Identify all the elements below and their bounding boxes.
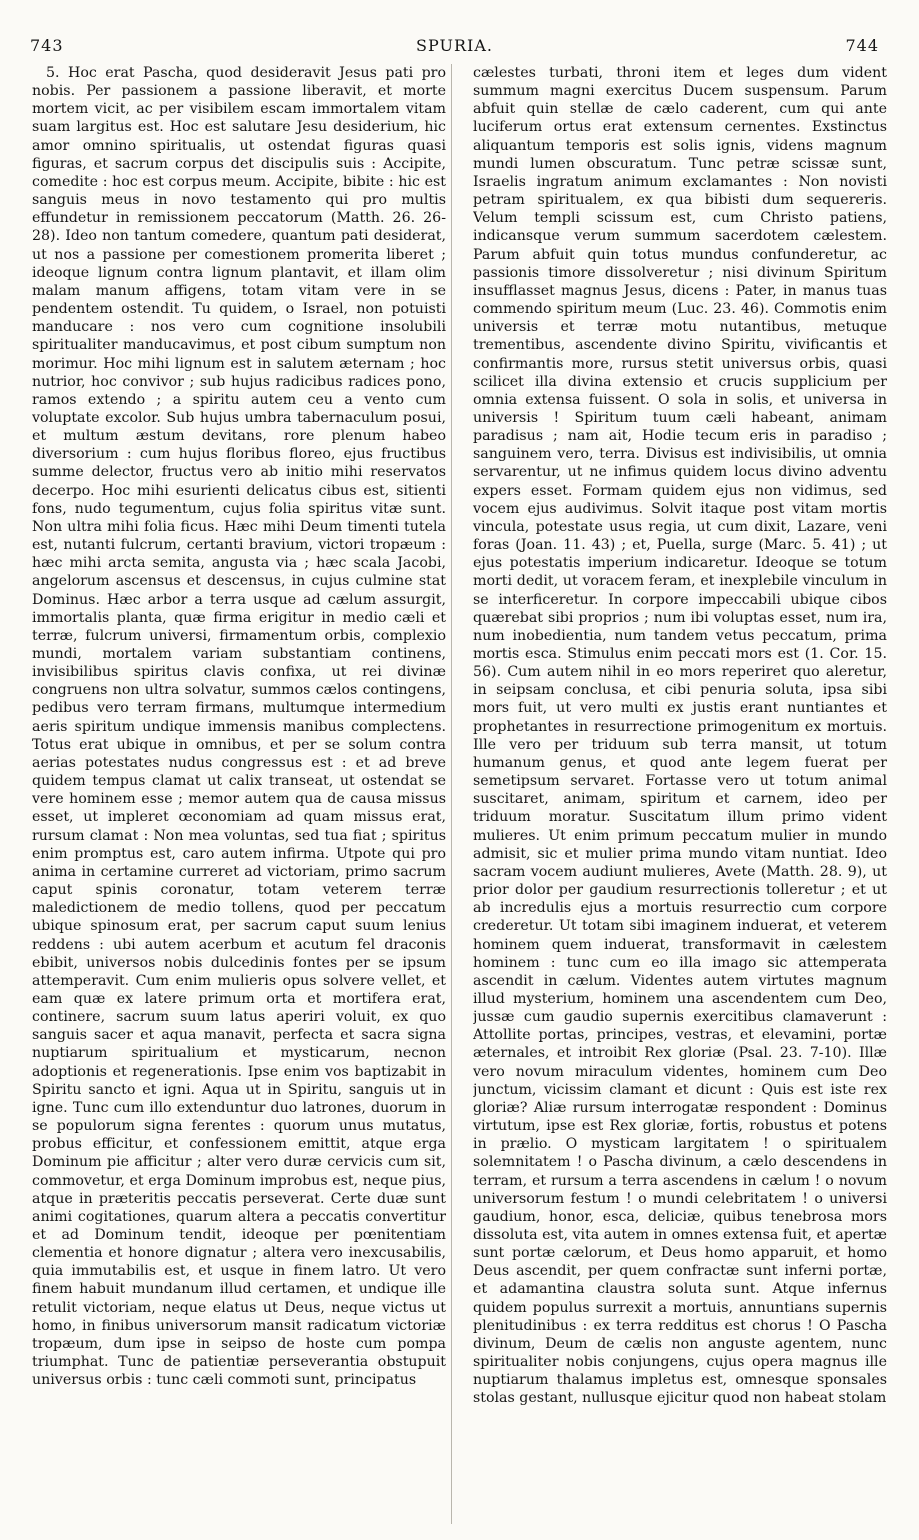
right-column <box>473 64 887 1528</box>
left-column <box>32 64 446 1528</box>
left-column-text: 5. Hoc erat Pascha, quod desideravit Jesus pati pro nobis. Per passionem a passione liberavit, et morte mortem vicit, ac per visibilem escam immortalem vitam suam largitus est. Hoc est salutare Jesu desiderium, hic amor omnino spiritualis, ut ostendat figuras quasi figuras, et sacrum corpus det discipulis suis : Accipite, comedite : hoc est corpus meum. Accipite, bibite : hic est sanguis meus in novo testamento qui pro multis effundetur in remissionem peccatorum (Matth. 26. 26-28). Ideo non tantum comedere, quantum pati desiderat, ut nos a passione per comestionem promerita liberet ; ideoque lignum contra lignum plantavit, et illam olim malam manum affigens, totam vitam vere in se pendentem ostendit. Tu quidem, o Israel, non potuisti manducare : nos vero cum cognitione insolubili spiritualiter manducavimus, et post cibum sumptum non morimur. Hoc mihi lignum est in salutem æternam ; hoc nutrior, hoc convivor ; sub hujus radicibus radices pono, ramos extendo ; a spiritu autem ceu a vento cum voluptate excolor. Sub hujus umbra tabernaculum posui, et multum æstum devitans, rore plenum habeo diversorium : cum hujus floribus floreo, ejus fructibus summe delector, fructus vero ab initio mihi reservatos decerpo. Hoc mihi esurienti delicatus cibus est, sitienti fons, nudo tegumentum, cujus folia spiritus vitæ sunt. Non ultra mihi folia ficus. Hæc mihi Deum timenti tutela est, nutanti fulcrum, certanti bravium, victori tropæum : hæc mihi arcta semita, angusta via ; hæc scala Jacobi, angelorum ascensus et descensus, in cujus culmine stat Dominus. Hæc arbor a terra usque ad cælum assurgit, immortalis planta, quæ firma erigitur in medio cæli et terræ, fulcrum universi, firmamentum orbis, complexio mundi, mortalem variam substantiam continens, invisibilibus spiritus clavis confixa, ut rei divinæ congruens non ultra solvatur, summos cælos contingens, pedibus vero terram firmans, multumque intermedium aeris spiritum undique immensis manibus complectens. Totus erat ubique in omnibus, et per se solum contra aerias potestates nudus congressus est : et ad breve quidem tempus clamat ut calix transeat, ut ostendat se vere hominem esse ; memor autem qua de causa missus esset, ut impleret œconomiam ad quam missus erat, rursum clamat : Non mea voluntas, sed tua fiat ; spiritus enim promptus est, caro autem infirma. Utpote qui pro anima in certamine curreret ad victoriam, primo sacrum caput spinis coronatur, totam veterem terræ maledictionem de medio tollens, quod per peccatum ubique spinosum erat, per sacrum caput suum lenius reddens : ubi autem acerbum et acutum fel draconis ebibit, universos nobis dulcedinis fontes per se ipsum attemperavit. Cum enim mulieris opus solvere vellet, et eam quæ ex latere primum orta et mortifera erat, continere, sacrum suum latus aperiri voluit, ex quo sanguis sacer et aqua manavit, perfecta et sacra signa nuptiarum spiritualium et mysticarum, necnon adoptionis et regenerationis. Ipse enim vos baptizabit in Spiritu sancto et igni. Aqua ut in Spiritu, sanguis ut in igne. Tunc cum illo extenduntur duo latrones, duorum in se populorum signa ferentes : quorum unus mutatus, probus efficitur, et confessionem emittit, atque erga Dominum pie afficitur ; alter vero duræ cervicis cum sit, commovetur, et erga Dominum improbus est, neque pius, atque in præteritis peccatis perseverat. Certe duæ sunt animi cogitationes, quarum altera a peccatis convertitur et ad Dominum tendit, ideoque per pœnitentiam clementia et honore dignatur ; altera vero inexcusabilis, quia immutabilis est, et usque in finem latro. Ut vero finem habuit mundanum illud certamen, et undique ille retulit victoriam, neque elatus ut Deus, neque victus ut homo, in finibus universorum mansit radicatum victoriæ tropæum, dum ipse in seipso de hoste cum pompa triumphat. Tunc de patientiæ perseverantia obstupuit universus orbis : tunc cæli commoti sunt, principatus <box>32 65 446 1389</box>
running-title: SPURIA. <box>416 36 493 55</box>
right-column-text: cælestes turbati, throni item et leges dum vident summum magni exercitus Ducem suspensum. Parum abfuit quin stellæ de cælo caderent, cum qui ante luciferum ortus erat extensum cernentes. Exstinctus aliquantum temporis est solis ignis, videns magnum mundi lumen obscuratum. Tunc petræ scissæ sunt, Israelis ingratum animum exclamantes : Non novisti petram spiritualem, ex qua bibisti dum sequereris. Velum templi scissum est, cum Christo patiens, indicansque verum summum sacerdotem cælestem. Parum abfuit quin totus mundus confunderetur, ac passionis timore dissolveretur ; nisi divinum Spiritum insufflasset magnus Jesus, dicens : Pater, in manus tuas commendo spiritum meum (Luc. 23. 46). Commotis enim universis et terræ motu nutantibus, metuque trementibus, ascendente divino Spiritu, vivificantis et confirmantis more, rursus stetit universus orbis, quasi scilicet illa divina extensio et crucis supplicium per omnia extensa fuissent. O sola in solis, et universa in universis ! Spiritum tuum cæli habeant, animam paradisus ; nam ait, Hodie tecum eris in paradiso ; sanguinem vero, terra. Divisus est indivisibilis, ut omnia servarentur, ut ne infimus quidem locus divino adventu expers esset. Formam quidem ejus non vidimus, sed vocem ejus audivimus. Solvit itaque post vitam mortis vincula, potestate usus regia, ut cum dixit, Lazare, veni foras (Joan. 11. 43) ; et, Puella, surge (Marc. 5. 41) ; ut ejus potestatis imperium indicaretur. Ideoque se totum morti dedit, ut voracem feram, et inexplebile vinculum in se interficeretur. In corpore impeccabili ubique cibos quærebat sibi proprios ; num ibi voluptas esset, num ira, num inobedientia, num tandem vetus peccatum, prima mortis esca. Stimulus enim peccati mors est (1. Cor. 15. 56). Cum autem nihil in eo mors reperiret quo aleretur, in seipsam conclusa, et cibi penuria soluta, ipsa sibi mors fuit, ut vero multi ex justis erant nuntiantes et prophetantes in resurrectione primogenitum ex mortuis. Ille vero per triduum sub terra mansit, ut totum humanum genus, et quod ante legem fuerat per semetipsum servaret. Fortasse vero ut totum animal suscitaret, animam, spiritum et carnem, ideo per triduum moratur. Suscitatum illum primo vident mulieres. Ut enim primum peccatum mulier in mundo admisit, sic et mulier prima mundo vitam nuntiat. Ideo sacram vocem audiunt mulieres, Avete (Matth. 28. 9), ut prior dolor per gaudium resurrectionis tolleretur ; et ut ab incredulis ejus a mortuis resurrectio cum corpore crederetur. Ut totam sibi imaginem induerat, et veterem hominem quem induerat, transformavit in cælestem hominem : tunc cum eo illa imago sic attemperata ascendit in cælum. Videntes autem virtutes magnum illud mysterium, hominem una ascendentem cum Deo, jussæ cum gaudio supernis exercitibus clamaverunt : Attollite portas, principes, vestras, et elevamini, portæ æternales, et introibit Rex gloriæ (Psal. 23. 7-10). Illæ vero novum miraculum videntes, hominem cum Deo junctum, vicissim clamant et dicunt : Quis est iste rex gloriæ? Aliæ rursum interrogatæ respondent : Dominus virtutum, ipse est Rex gloriæ, fortis, robustus et potens in prælio. O mysticam largitatem ! o spiritualem solemnitatem ! o Pascha divinum, a cælo descendens in terram, et rursum a terra ascendens in cælum ! o novum universorum festum ! o mundi celebritatem ! o universi gaudium, honor, esca, deliciæ, quibus tenebrosa mors dissoluta est, vita autem in omnes extensa fuit, et apertæ sunt portæ cælorum, et Deus homo apparuit, et homo Deus ascendit, per quem confractæ sunt inferni portæ, et adamantina claustra soluta sunt. Atque infernus quidem populus surrexit a mortuis, annuntians supernis plenitudinibus : ex terra redditus est chorus ! O Pascha divinum, Deum de cælis non anguste agentem, nunc spiritualiter nobis conjungens, cujus opera magnus ille nuptiarum thalamus impletus est, omnesque sponsales stolas gestant, nullusque ejicitur quod non habeat stolam <box>473 65 887 1407</box>
column-divider <box>451 64 452 1524</box>
running-head <box>30 36 879 58</box>
left-page-number: 743 <box>30 36 64 55</box>
right-page-number: 744 <box>845 36 879 55</box>
